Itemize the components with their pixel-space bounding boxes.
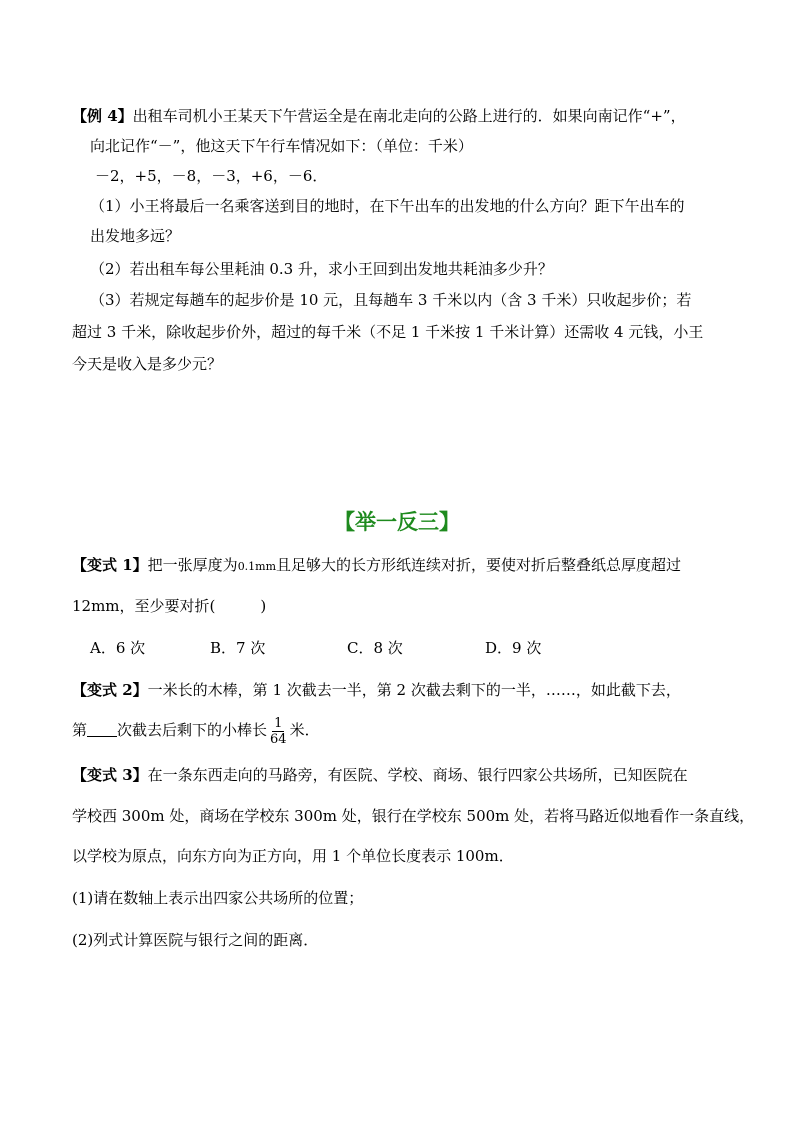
example4-q3b: 超过 3 千米，除收起步价外，超过的每千米（不足 1 千米按 1 千米计算）还需收 4 元钱，小王 xyxy=(72,323,704,341)
variant1-text-a: 把一张厚度为 xyxy=(147,556,238,574)
variant1-label: 【变式 1】 xyxy=(72,556,148,574)
variant3-line1 xyxy=(72,765,688,785)
example4-data: －2，+5，－8，－3，+6，－6． xyxy=(95,167,328,185)
variant1-option-c: C．8 次 xyxy=(347,639,403,657)
section-title: 【举一反三】 xyxy=(334,510,460,534)
variant2-label: 【变式 2】 xyxy=(72,681,148,699)
variant2-line1 xyxy=(72,680,681,700)
variant1-thickness: 0.1mm xyxy=(237,560,277,573)
variant2-answer-blank[interactable] xyxy=(87,722,117,737)
example4-line1 xyxy=(72,106,686,126)
variant2-fraction xyxy=(268,716,289,747)
variant1-option-d: D．9 次 xyxy=(485,639,542,657)
fraction-denominator: 64 xyxy=(270,731,287,747)
variant2-text2c: 米． xyxy=(289,721,320,739)
variant1-line2: 12mm，至少要对折( ) xyxy=(72,597,267,615)
variant2-line2 xyxy=(72,712,320,748)
example4-line2: 向北记作“－”，他这天下午行车情况如下：（单位：千米） xyxy=(90,137,473,155)
example4-text1: 出租车司机小王某天下午营运全是在南北走向的公路上进行的．如果向南记作“+”， xyxy=(132,107,686,125)
example4-q1b: 出发地多远？ xyxy=(90,227,181,245)
variant1-option-a: A．6 次 xyxy=(90,639,146,657)
variant2-text2b: 次截去后剩下的小棒长 xyxy=(117,721,268,739)
fraction-numerator: 1 xyxy=(274,715,283,731)
variant1-text-b: 且足够大的长方形纸连续对折，要使对折后整叠纸总厚度超过 xyxy=(276,556,682,574)
variant1-option-b: B．7 次 xyxy=(210,639,266,657)
variant3-line2: 学校西 300m 处，商场在学校东 300m 处，银行在学校东 500m 处，若将马路近似地看作一条直线， xyxy=(72,807,755,825)
example4-q3a: （3）若规定每趟车的起步价是 10 元，且每趟车 3 千米以内（含 3 千米）只收起步价；若 xyxy=(90,291,692,309)
example4-q2: （2）若出租车每公里耗油 0.3 升，求小王回到出发地共耗油多少升？ xyxy=(90,260,553,278)
variant3-label: 【变式 3】 xyxy=(72,766,148,784)
variant3-q1: (1)请在数轴上表示出四家公共场所的位置； xyxy=(72,889,364,907)
example4-label: 【例 4】 xyxy=(72,107,133,125)
variant2-text2a: 第 xyxy=(72,721,88,739)
example4-q1a: （1）小王将最后一名乘客送到目的地时，在下午出车的出发地的什么方向？距下午出车的 xyxy=(90,197,685,215)
variant3-line3: 以学校为原点，向东方向为正方向，用 1 个单位长度表示 100m． xyxy=(72,847,514,865)
variant1-line1 xyxy=(72,555,681,577)
variant2-text1: 一米长的木棒，第 1 次截去一半，第 2 次截去剩下的一半，……，如此截下去， xyxy=(147,681,681,699)
variant3-text1: 在一条东西走向的马路旁，有医院、学校、商场、银行四家公共场所，已知医院在 xyxy=(147,766,688,784)
example4-q3c: 今天是收入是多少元？ xyxy=(72,355,223,373)
variant3-q2: (2)列式计算医院与银行之间的距离． xyxy=(72,931,319,949)
